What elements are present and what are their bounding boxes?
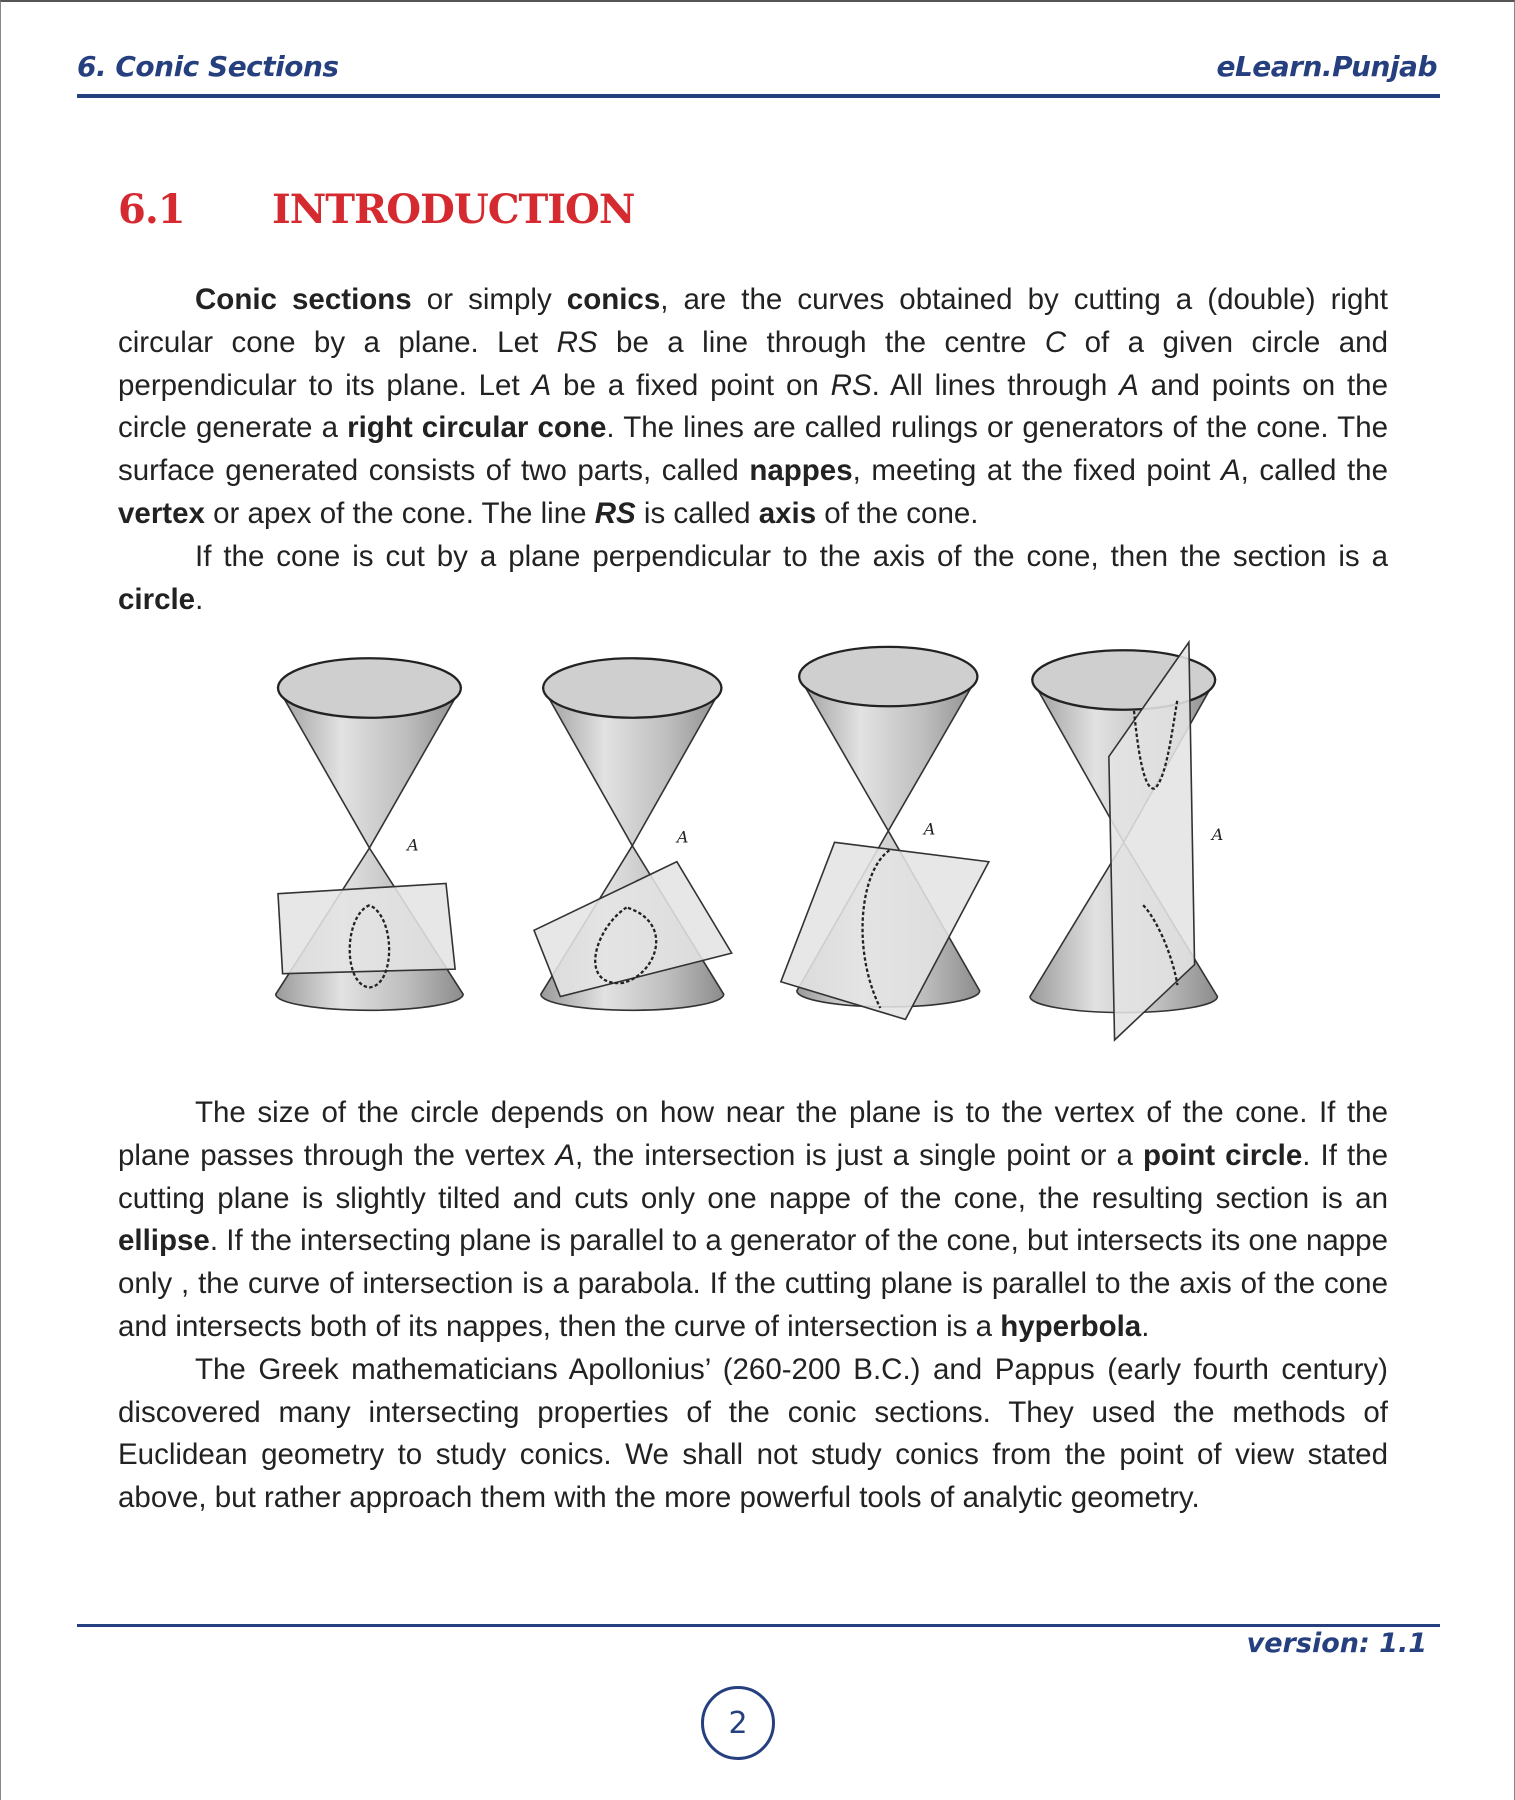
text-run: , meeting at the fixed point <box>852 454 1221 488</box>
text-run: of the cone. <box>816 496 979 530</box>
emphasis-text: circle <box>118 582 196 616</box>
emphasis-text: axis <box>758 496 817 530</box>
emphasis-text: point circle <box>1143 1138 1303 1172</box>
cone-top-rim <box>799 647 977 706</box>
text-run: . All lines through <box>871 368 1120 402</box>
section-number: 6.1 <box>118 186 185 233</box>
emphasis-text: A <box>1119 368 1139 402</box>
text-run: be a line through the centre <box>597 325 1045 359</box>
emphasis-text: ellipse <box>118 1224 210 1258</box>
paragraph <box>118 1092 1388 1349</box>
paragraph <box>118 536 1388 622</box>
text-run: and points on the circle generate a <box>118 368 1388 445</box>
vertex-label: A <box>676 827 689 847</box>
text-run: . <box>195 582 204 616</box>
cutting-plane <box>278 883 455 973</box>
emphasis-text: A <box>1220 454 1241 488</box>
text-run: or apex of the cone. The line <box>204 496 595 530</box>
text-run: . If the intersecting plane is parallel to a generator of the cone, but intersects its one nappe only , the curve of intersection is a parabola. If the cutting plane is parallel to the axis of the cone and intersects both of its nappes, then the curve of intersection is a <box>118 1224 1388 1343</box>
emphasis-text: vertex <box>118 496 205 530</box>
intro-text-top <box>118 279 1388 621</box>
vertex-label: A <box>407 835 419 855</box>
emphasis-text: C <box>1044 325 1067 359</box>
emphasis-text: RS <box>556 325 598 359</box>
cone-top-rim <box>543 658 721 717</box>
vertex-label: A <box>1211 824 1224 844</box>
text-run: or simply <box>411 283 567 316</box>
text-run: The size of the circle depends on how near the plane is to the vertex of the cone. If the plane passes through the vertex <box>118 1096 1388 1172</box>
emphasis-text: conics <box>566 283 661 316</box>
emphasis-text: A <box>555 1138 576 1172</box>
version-label: version: 1.1 <box>1246 1628 1427 1659</box>
emphasis-text: RS <box>830 368 872 402</box>
text-run: . If the cutting plane is slightly tilted and cuts only one nappe of the cone, the resulting section is an <box>118 1138 1388 1215</box>
page-number: 2 <box>701 1686 775 1760</box>
emphasis-text: A <box>531 368 552 402</box>
section-title: INTRODUCTION <box>272 186 635 233</box>
footer-rule <box>77 1624 1440 1627</box>
chapter-header: 6. Conic Sections <box>77 50 339 83</box>
text-run: If the cone is cut by a plane perpendicular to the axis of the cone, then the section is a <box>195 539 1388 573</box>
emphasis-text: nappes <box>749 454 853 488</box>
emphasis-text: hyperbola <box>1000 1309 1142 1343</box>
text-run: , are the curves obtained by cutting a (double) right circular cone by a plane. Let <box>118 283 1388 359</box>
text-run: be a fixed point on <box>551 368 831 402</box>
brand-header: eLearn.Punjab <box>1216 50 1437 83</box>
text-run: , called the <box>1240 454 1388 488</box>
conic-sections-figure <box>270 630 1230 1050</box>
text-run: The Greek mathematicians Apollonius’ (260-200 B.C.) and Pappus (early fourth century) discovered many intersecting properties of the conic sections. They used the methods of Euclidean geometry to study conics. We shall not study conics from the point of view stated above, but rather approach them with the more powerful tools of analytic geometry. <box>118 1352 1388 1515</box>
text-run: . The lines are called rulings or generators of the cone. The surface generated consists of two parts, called <box>118 411 1389 488</box>
text-run: is called <box>635 496 759 530</box>
intro-text-bottom <box>118 1092 1388 1520</box>
emphasis-text: right circular cone <box>347 411 607 445</box>
cone-top-rim <box>278 658 461 717</box>
paragraph <box>118 1349 1388 1520</box>
text-run: of a given circle and perpendicular to its plane. Let <box>118 325 1388 402</box>
vertex-label: A <box>923 819 936 839</box>
emphasis-text: RS <box>594 496 636 530</box>
text-run: , the intersection is just a single point or a <box>575 1138 1144 1172</box>
text-run: . <box>1141 1309 1150 1343</box>
header-rule <box>77 94 1440 98</box>
paragraph <box>118 279 1388 536</box>
emphasis-text: Conic sections <box>195 283 412 316</box>
